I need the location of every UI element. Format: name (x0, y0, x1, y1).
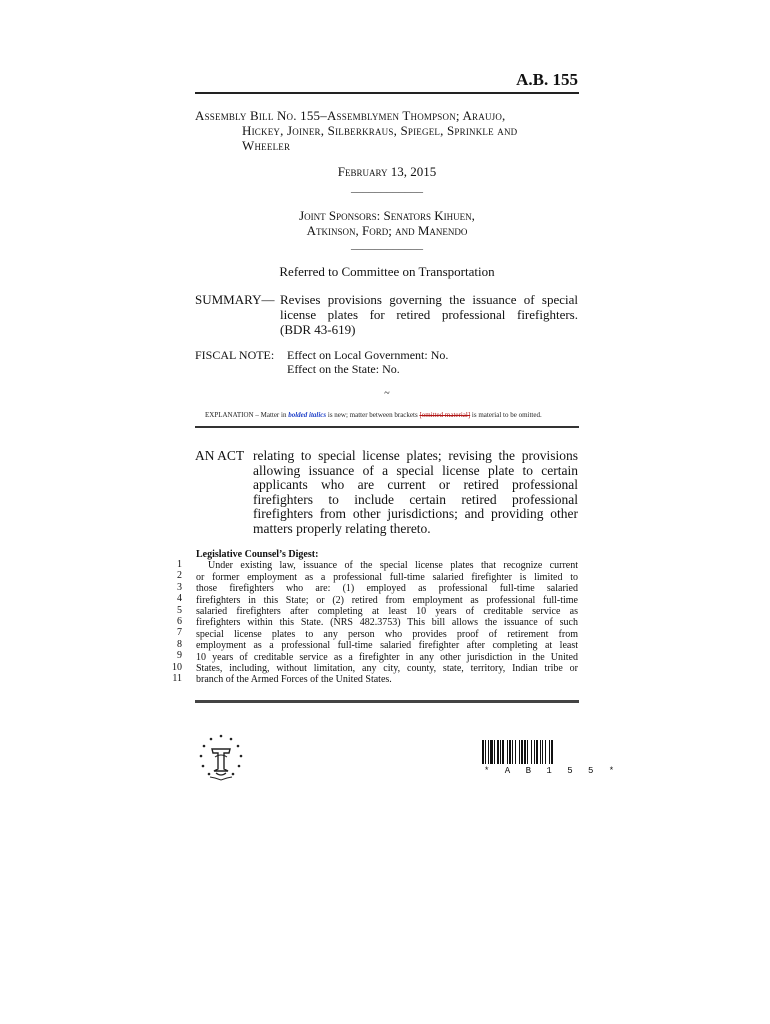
barcode-bar (545, 740, 546, 764)
footer-rule (195, 700, 579, 703)
barcode-bar (551, 740, 553, 764)
summary-line-2: license plates for retired professional firefighters. (280, 307, 578, 322)
bill-title-line-2: Hickey, Joiner, Silberkraus, Spiegel, Sprinkle and (242, 123, 518, 138)
digest-line-3: those firefighters who are: (1) employed as professional full-time salaried (196, 583, 578, 595)
fiscal-line-1: Effect on Local Government: No. (287, 348, 449, 362)
barcode-bar (515, 740, 516, 764)
line-number: 6 (177, 616, 182, 628)
line-number: 8 (177, 638, 182, 650)
line-number: 11 (172, 673, 182, 685)
bill-title-line-1: Assembly Bill No. 155–Assemblymen Thompson; Araujo, (195, 108, 506, 123)
explanation-note (205, 411, 542, 419)
act-line-4: firefighters to include certain retired professional (253, 492, 578, 507)
digest-title: Legislative Counsel’s Digest: (196, 549, 319, 560)
barcode-bar (536, 740, 538, 764)
explanation-suffix: is material to be omitted. (470, 411, 542, 419)
digest-block (196, 549, 578, 686)
barcode-bar (507, 740, 508, 764)
barcode-bar (485, 740, 486, 764)
barcode-bar (531, 740, 532, 764)
summary-line-1: Revises provisions governing the issuance of special (280, 292, 578, 307)
barcode-bar (482, 740, 484, 764)
barcode-bar (519, 740, 520, 764)
barcode-bar (509, 740, 511, 764)
explanation-new-text: bolded italics (288, 411, 327, 419)
digest-line-8: employment as a professional full-time salaried firefighter after completing at least (196, 640, 578, 652)
line-number: 3 (177, 581, 182, 593)
digest-line-5: salaried firefighters after completing at least 10 years of creditable service as (196, 605, 578, 617)
barcode-bar (540, 740, 541, 764)
barcode-bar (500, 740, 501, 764)
barcode-bar (488, 740, 489, 764)
summary-line-3: (BDR 43-619) (280, 322, 356, 337)
act-line-2: allowing issuance of a special license plate to certain (253, 463, 578, 478)
barcode-bar (494, 740, 495, 764)
divider-2: ____________ (351, 237, 423, 251)
line-number: 2 (177, 570, 182, 582)
digest-line-9: 10 years of creditable service as a firefighter in any other jurisdiction in the United (196, 651, 578, 663)
digest-line-1: Under existing law, issuance of the special license plates that recognize current (208, 560, 578, 572)
bill-title-line-3: Wheeler (242, 138, 291, 153)
act-line-6: matters properly relating thereto. (253, 521, 431, 536)
barcode-bar (549, 740, 550, 764)
barcode-bar (542, 740, 543, 764)
act-label: AN ACT (195, 448, 245, 463)
line-number: 1 (177, 559, 182, 570)
header-rule (195, 92, 579, 94)
referred-committee: Referred to Committee on Transportation (279, 264, 495, 279)
explanation-prefix: EXPLANATION – Matter in (205, 411, 289, 419)
bill-date: February 13, 2015 (337, 164, 437, 179)
digest-line-7: special license plates to any person who provides proof of retirement from (196, 628, 578, 640)
digest-line-6: firefighters within this State. (NRS 482.3753) This bill allows the issuance of such (196, 617, 578, 629)
barcode-bar (524, 740, 526, 764)
digest-line-11: branch of the Armed Forces of the United States. (196, 674, 392, 686)
line-number: 10 (172, 661, 182, 673)
state-seal-icon (198, 733, 244, 783)
barcode-bar (527, 740, 528, 764)
joint-sponsors-line-2: Atkinson, Ford; and Manendo (306, 223, 468, 238)
line-number: 9 (177, 650, 182, 662)
explanation-omit-text: [omitted material] (419, 411, 471, 419)
bill-number: A.B. 155 (516, 70, 578, 89)
line-number: 4 (177, 593, 182, 605)
fiscal-label: FISCAL NOTE: (195, 348, 275, 362)
barcode-bar (502, 740, 504, 764)
barcode-icon (482, 740, 578, 764)
digest-line-10: States, including, without limitation, any city, county, state, territory, Indian tribe or (196, 662, 578, 674)
act-line-1: relating to special license plates; revising the provisions (253, 449, 578, 463)
barcode-bar (497, 740, 499, 764)
barcode-bar (534, 740, 535, 764)
barcode-bar (521, 740, 523, 764)
act-line-5: firefighters from other jurisdictions; and providing other (253, 507, 578, 521)
line-numbers (160, 559, 182, 684)
line-number: 5 (177, 604, 182, 616)
fiscal-line-2: Effect on the State: No. (287, 362, 400, 376)
act-line-3: applicants who are current or retired professional (253, 478, 578, 492)
act-body (253, 449, 578, 536)
digest-line-2: or former employment as a professional full-time salaried firefighter is limited to (196, 571, 578, 583)
line-number: 7 (177, 627, 182, 639)
explanation-middle: is new; matter between brackets (326, 411, 420, 419)
explanation-rule (195, 426, 579, 428)
joint-sponsors-line-1: Joint Sponsors: Senators Kihuen, (299, 208, 475, 223)
barcode-bar (512, 740, 513, 764)
tilde-mark: ~ (384, 388, 390, 399)
divider-1: ____________ (351, 180, 423, 194)
summary-label: SUMMARY— (195, 292, 275, 307)
barcode-text: * A B 1 5 5 * (484, 766, 620, 776)
barcode-bar (490, 740, 493, 764)
digest-line-4: firefighters in this State; or (2) retired from employment as professional full-time (196, 594, 578, 606)
